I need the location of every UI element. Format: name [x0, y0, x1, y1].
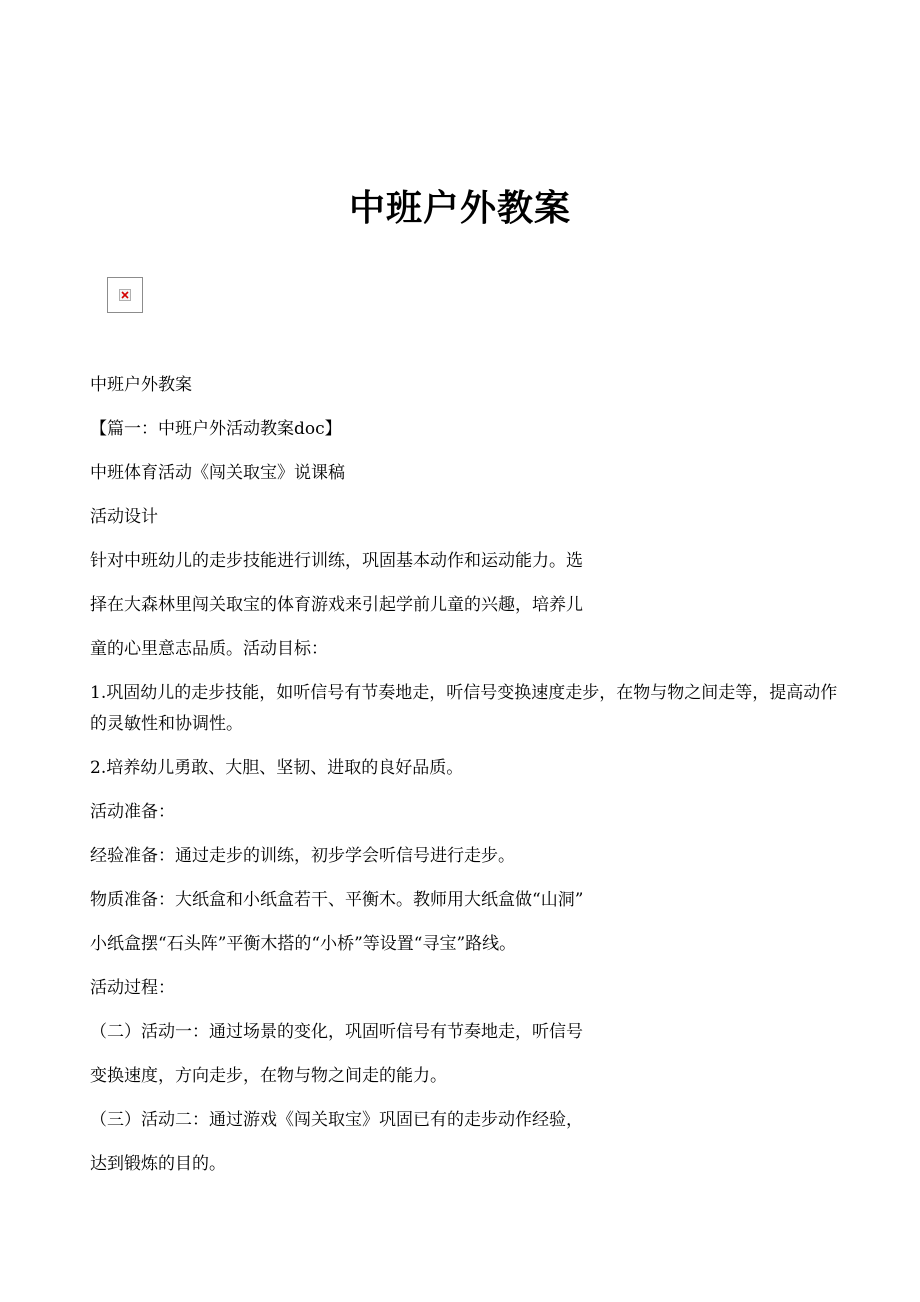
- paragraph-preparation-heading: 活动准备：: [90, 802, 175, 822]
- red-x-icon: [121, 291, 129, 299]
- paragraph-activity-one-1: （二）活动一：通过场景的变化，巩固听信号有节奏地走，听信号: [90, 1022, 583, 1042]
- paragraph-lesson-title: 中班体育活动《闯关取宝》说课稿: [90, 463, 345, 483]
- paragraph-process-heading: 活动过程：: [90, 978, 175, 998]
- document-title: 中班户外教案: [348, 187, 571, 229]
- paragraph-design-line-1: 针对中班幼儿的走步技能进行训练，巩固基本动作和运动能力。选: [90, 551, 583, 571]
- broken-image-placeholder: [107, 277, 143, 313]
- paragraph-goal-1: 1.巩固幼儿的走步技能，如听信号有节奏地走，听信号变换速度走步，在物与物之间走等，提高动作的灵敏性和协调性。: [90, 683, 838, 734]
- paragraph-design-line-3: 童的心里意志品质。活动目标：: [90, 639, 328, 659]
- paragraph-experience-prep: 经验准备：通过走步的训练，初步学会听信号进行走步。: [90, 846, 515, 866]
- paragraph-goal-2: 2.培养幼儿勇敢、大胆、坚韧、进取的良好品质。: [90, 758, 464, 778]
- paragraph-activity-one-2: 变换速度，方向走步，在物与物之间走的能力。: [90, 1066, 447, 1086]
- paragraph-section-heading: 【篇一：中班户外活动教案doc】: [90, 419, 342, 439]
- document-body: [90, 370, 840, 1193]
- paragraph-activity-design: 活动设计: [90, 507, 158, 527]
- paragraph-activity-two-2: 达到锻炼的目的。: [90, 1154, 226, 1174]
- paragraph-material-prep-2: 小纸盒摆“石头阵”平衡木搭的“小桥”等设置“寻宝”路线。: [90, 934, 517, 954]
- paragraph-material-prep-1: 物质准备：大纸盒和小纸盒若干、平衡木。教师用大纸盒做“山洞”: [90, 890, 584, 910]
- paragraph-design-line-2: 择在大森林里闯关取宝的体育游戏来引起学前儿童的兴趣，培养儿: [90, 595, 583, 615]
- broken-image-icon: [119, 289, 131, 301]
- paragraph-subtitle: 中班户外教案: [90, 375, 192, 395]
- paragraph-activity-two-1: （三）活动二：通过游戏《闯关取宝》巩固已有的走步动作经验，: [90, 1110, 583, 1130]
